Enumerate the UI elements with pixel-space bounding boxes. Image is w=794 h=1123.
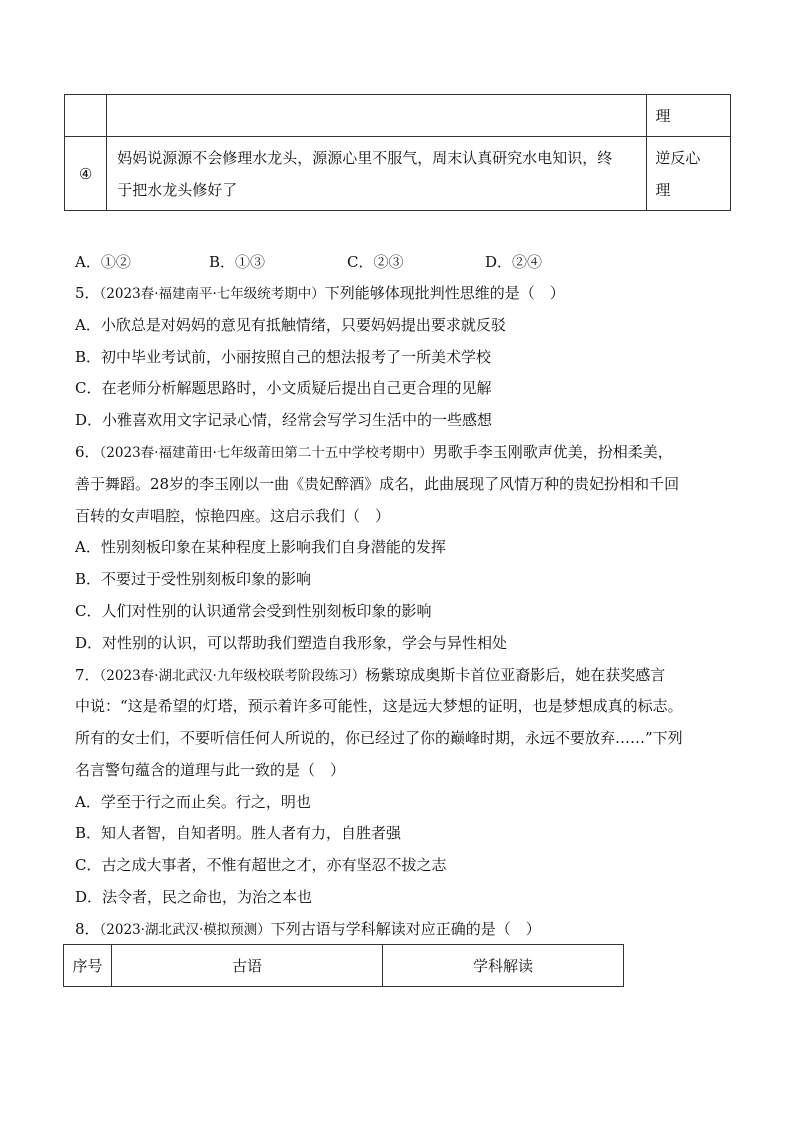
question-source: （2023春·福建莆田·七年级莆田第二十五中学校考期中）: [99, 445, 433, 461]
table-row: [65, 137, 731, 211]
q6-option-b[interactable]: B．不要过于受性别刻板印象的影响: [75, 570, 312, 588]
q4-options: [75, 251, 635, 271]
content-line: 妈妈说源源不会修理水龙头，源源心里不服气，周末认真研究水电知识，终: [117, 148, 613, 167]
type-line: 逆反心: [655, 148, 701, 167]
table-header-row: [64, 945, 624, 987]
row-content-cell: [107, 137, 647, 211]
question-text: 男歌手李玉刚歌声优美，扮相柔美，: [432, 443, 673, 461]
content-line: 于把水龙头修好了: [117, 180, 238, 199]
q6-option-c[interactable]: C．人们对性别的认识通常会受到性别刻板印象的影响: [75, 602, 432, 620]
q7-option-d[interactable]: D．法令者，民之命也，为治之本也: [75, 888, 313, 906]
header-interpretation: 学科解读: [383, 945, 624, 987]
row-content-cell: [107, 95, 647, 137]
q5-option-d[interactable]: D．小雅喜欢用文字记录心情，经常会写学习生活中的一些感想: [75, 411, 493, 429]
q5-option-c[interactable]: C．在老师分析解题思路时，小文质疑后提出自己更合理的见解: [75, 379, 492, 397]
q8-table: [63, 944, 624, 987]
question-source: （2023·湖北武汉·模拟预测）: [99, 922, 271, 938]
question-text: 下列能够体现批判性思维的是（ ）: [324, 284, 565, 302]
row-number-cell: ④: [65, 137, 107, 211]
question-number: 7．: [75, 666, 100, 684]
table-row: [65, 95, 731, 137]
q6-option-a[interactable]: A．性别刻板印象在某种程度上影响我们自身潜能的发挥: [75, 538, 446, 556]
type-line: 理: [655, 180, 671, 199]
row-type-cell: 理: [647, 95, 731, 137]
psychology-table-continued: [64, 94, 731, 211]
q4-option-d[interactable]: D．②④: [485, 253, 543, 271]
q7-stem-line2: 中说：“这是希望的灯塔，预示着许多可能性，这是远大梦想的证明，也是梦想成真的标志。: [75, 697, 683, 715]
header-ancient-saying: 古语: [112, 945, 383, 987]
q4-option-a[interactable]: A．①②: [75, 253, 131, 271]
q5-option-a[interactable]: A．小欣总是对妈妈的意见有抵触情绪，只要妈妈提出要求就反驳: [75, 316, 506, 334]
question-source: （2023春·福建南平·七年级统考期中）: [99, 286, 325, 302]
q8-stem: [75, 919, 541, 940]
q7-stem-line1: [75, 665, 665, 686]
question-number: 5．: [75, 284, 100, 302]
row-number-cell: [65, 95, 107, 137]
q7-stem-line3: 所有的女士们，不要听信任何人所说的，你已经过了你的巅峰时期，永远不要放弃……”下列: [75, 729, 683, 747]
question-source: （2023春·湖北武汉·九年级校联考阶段练习）: [99, 668, 366, 684]
q5-option-b[interactable]: B．初中毕业考试前，小丽按照自己的想法报考了一所美术学校: [75, 348, 492, 366]
question-number: 6．: [75, 443, 100, 461]
q7-option-a[interactable]: A．学至于行之而止矣。行之，明也: [75, 793, 311, 811]
q7-option-b[interactable]: B．知人者智，自知者明。胜人者有力，自胜者强: [75, 824, 402, 842]
q5-stem: [75, 283, 565, 304]
question-text: 下列古语与学科解读对应正确的是（ ）: [270, 920, 541, 938]
q4-option-c[interactable]: C．②③: [347, 253, 404, 271]
q7-option-c[interactable]: C．古之成大事者，不惟有超世之才，亦有坚忍不拔之志: [75, 856, 447, 874]
q7-stem-line4: 名言警句蕴含的道理与此一致的是（ ）: [75, 761, 346, 779]
q4-option-b[interactable]: B．①③: [209, 253, 266, 271]
question-number: 8．: [75, 920, 100, 938]
q6-stem-line3: 百转的女声唱腔，惊艳四座。这启示我们（ ）: [75, 507, 391, 525]
q6-stem-line2: 善于舞蹈。28岁的李玉刚以一曲《贵妃醉酒》成名，此曲展现了风情万种的贵妃扮相和千回: [75, 475, 680, 493]
header-index: 序号: [64, 945, 112, 987]
q6-option-d[interactable]: D．对性别的认识，可以帮助我们塑造自我形象，学会与异性相处: [75, 634, 508, 652]
question-text: 杨紫琼成奥斯卡首位亚裔影后，她在获奖感言: [365, 666, 666, 684]
row-type-cell: [647, 137, 731, 211]
q6-stem-line1: [75, 442, 673, 463]
